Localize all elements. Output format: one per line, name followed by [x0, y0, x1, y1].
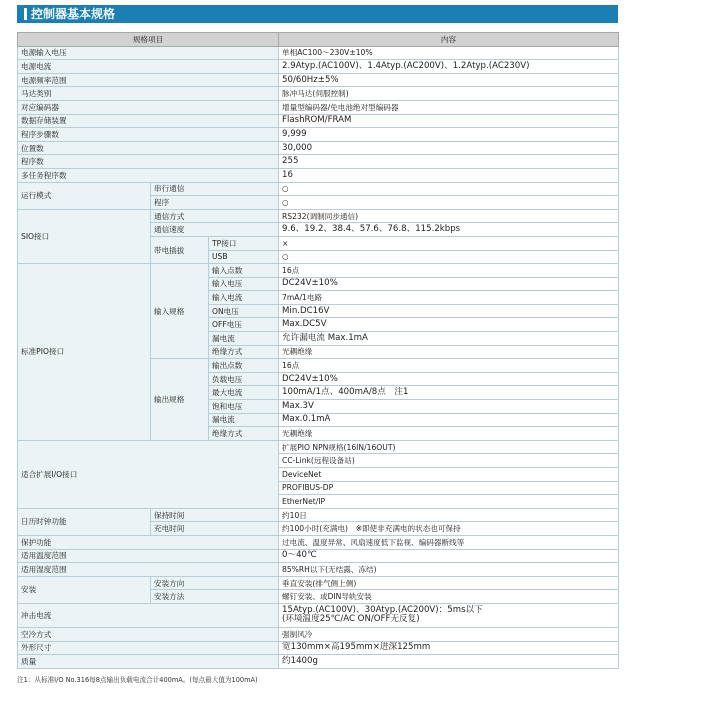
row-sublabel: 输出点数: [209, 359, 279, 373]
row-sublabel: 程序: [151, 196, 279, 210]
row-sublabel: 通信方式: [151, 209, 279, 223]
row-label: 马达类别: [18, 87, 279, 101]
row-value: 约1400g: [279, 655, 619, 669]
row-value: 16点: [279, 264, 619, 278]
row-value: 255: [279, 155, 619, 169]
table-row: [18, 576, 619, 590]
row-label: 适用温度范围: [18, 549, 279, 563]
table-row: [18, 73, 619, 87]
row-value: 约10日: [279, 508, 619, 522]
table-row: [18, 440, 619, 454]
row-sublabel: 安装方法: [151, 590, 279, 604]
row-value: 7mA/1电路: [279, 291, 619, 305]
table-row: [18, 641, 619, 655]
footnote: 注1：从标准I/O No.316每8点输出负载电流合计400mA。(每点最大值为100mA): [17, 676, 258, 684]
list-item: DeviceNet: [279, 468, 619, 482]
row-label: 位置数: [18, 141, 279, 155]
row-sublabel: 最大电流: [209, 386, 279, 400]
row-value: Max.3V: [279, 400, 619, 414]
row-value: 16: [279, 168, 619, 182]
row-value: 过电流、温度异常、风扇速度低下监视、编码器断线等: [279, 535, 619, 549]
row-value: DC24V±10%: [279, 277, 619, 291]
row-sublabel: 负载电压: [209, 372, 279, 386]
row-label: 保护功能: [18, 535, 279, 549]
row-value: Min.DC16V: [279, 304, 619, 318]
row-group-label: 运行模式: [18, 182, 151, 209]
row-label: 质量: [18, 655, 279, 669]
row-group-label: 安装: [18, 576, 151, 603]
row-value: 9.6、19.2、38.4、57.6、76.8、115.2kbps: [279, 223, 619, 237]
table-row: [18, 46, 619, 60]
list-item: EtherNet/IP: [279, 495, 619, 509]
row-sublabel: 绝缘方式: [209, 427, 279, 441]
table-row: [18, 563, 619, 577]
row-value: 增量型编码器/免电池绝对型编码器: [279, 100, 619, 114]
row-value: 脉冲马达(伺服控制): [279, 87, 619, 101]
row-value: 30,000: [279, 141, 619, 155]
row-label: 电源输入电压: [18, 46, 279, 60]
table-row: [18, 141, 619, 155]
table-row: [18, 168, 619, 182]
row-label: 电源频率范围: [18, 73, 279, 87]
inrush-line-2: (环境温度25℃/AC ON/OFF无反复): [282, 614, 420, 625]
row-sublabel: 输入电流: [209, 291, 279, 305]
row-sublabel: ON电压: [209, 304, 279, 318]
row-value: Max.DC5V: [279, 318, 619, 332]
row-value: DC24V±10%: [279, 372, 619, 386]
row-value: FlashROM/FRAM: [279, 114, 619, 128]
row-group-label: 适合扩展I/O接口: [18, 440, 279, 508]
table-row: [18, 114, 619, 128]
inrush-line-1: 15Atyp.(AC100V)、30Atyp.(AC200V)：5ms以下: [282, 604, 483, 615]
row-value: 16点: [279, 359, 619, 373]
row-sublabel: USB: [209, 250, 279, 264]
table-row: [18, 627, 619, 641]
row-value: 0～40℃: [279, 549, 619, 563]
row-sublabel: 输入点数: [209, 264, 279, 278]
table-row: [18, 100, 619, 114]
row-sublabel: 漏电流: [209, 413, 279, 427]
row-value: ○: [279, 196, 619, 210]
row-label: 程序数: [18, 155, 279, 169]
section-header: [17, 5, 618, 23]
row-group-label: SIO接口: [18, 209, 151, 263]
list-item: CC-Link(远程设备站): [279, 454, 619, 468]
table-row: [18, 264, 619, 278]
table-row: [18, 60, 619, 74]
row-value: RS232(调制同步通信): [279, 209, 619, 223]
table-row: [18, 182, 619, 196]
row-value: 光耦绝缘: [279, 427, 619, 441]
spec-table: [17, 32, 619, 669]
row-value: 85%RH以下(无结露、冻结): [279, 563, 619, 577]
row-value: 2.9Atyp.(AC100V)、1.4Atyp.(AC200V)、1.2Atyp.(AC230V): [279, 60, 619, 74]
table-row: [18, 508, 619, 522]
page-title: 控制器基本规格: [31, 7, 116, 21]
list-item: PROFIBUS-DP: [279, 481, 619, 495]
row-label: 适用湿度范围: [18, 563, 279, 577]
row-value: 约100小时(充满电) ※即使非充满电的状态也可保持: [279, 522, 619, 536]
table-row: [18, 535, 619, 549]
row-sublabel: 保持时间: [151, 508, 279, 522]
row-value: 垂直安装(排气侧上侧): [279, 576, 619, 590]
row-sublabel: 绝缘方式: [209, 345, 279, 359]
row-value: 强制风冷: [279, 627, 619, 641]
row-value: 单相AC100～230V±10%: [279, 46, 619, 60]
row-value: ○: [279, 250, 619, 264]
row-label: 对应编码器: [18, 100, 279, 114]
table-row: [18, 128, 619, 142]
row-label: 冲击电流: [18, 603, 279, 627]
column-header-content: 内容: [279, 33, 619, 47]
row-value: Max.0.1mA: [279, 413, 619, 427]
row-value: 光耦绝缘: [279, 345, 619, 359]
header-accent-bar: [24, 8, 27, 20]
row-sublabel: 带电插拔: [151, 236, 209, 263]
row-sublabel: 输出规格: [151, 359, 209, 441]
row-label: 程序步骤数: [18, 128, 279, 142]
row-value: 9,999: [279, 128, 619, 142]
row-value: ○: [279, 182, 619, 196]
row-value: ×: [279, 236, 619, 250]
row-sublabel: 输入电压: [209, 277, 279, 291]
row-value: [279, 603, 619, 627]
table-header-row: [18, 33, 619, 47]
row-label: 数据存储装置: [18, 114, 279, 128]
column-header-spec: 规格项目: [18, 33, 279, 47]
row-sublabel: 充电时间: [151, 522, 279, 536]
row-sublabel: 漏电流: [209, 332, 279, 346]
row-group-label: 标准PIO接口: [18, 264, 151, 441]
row-sublabel: 串行通信: [151, 182, 279, 196]
row-sublabel: 通信速度: [151, 223, 279, 237]
table-row: [18, 209, 619, 223]
table-row: [18, 655, 619, 669]
table-row: [18, 549, 619, 563]
row-label: 外形尺寸: [18, 641, 279, 655]
row-label: 多任务程序数: [18, 168, 279, 182]
row-label: 电源电流: [18, 60, 279, 74]
row-value: 50/60Hz±5%: [279, 73, 619, 87]
row-label: 空冷方式: [18, 627, 279, 641]
table-row: [18, 603, 619, 627]
list-item: 扩展PIO NPN规格(16IN/16OUT): [279, 440, 619, 454]
table-row: [18, 155, 619, 169]
row-sublabel: OFF电压: [209, 318, 279, 332]
row-group-label: 日历时钟功能: [18, 508, 151, 535]
row-value: 螺钉安装、或DIN导轨安装: [279, 590, 619, 604]
row-sublabel: 安装方向: [151, 576, 279, 590]
row-sublabel: 饱和电压: [209, 400, 279, 414]
row-sublabel: TP接口: [209, 236, 279, 250]
table-row: [18, 87, 619, 101]
row-value: 允许漏电流 Max.1mA: [279, 332, 619, 346]
row-sublabel: 输入规格: [151, 264, 209, 359]
row-value: 100mA/1点、400mA/8点 注1: [279, 386, 619, 400]
row-value: 宽130mm×高195mm×进深125mm: [279, 641, 619, 655]
